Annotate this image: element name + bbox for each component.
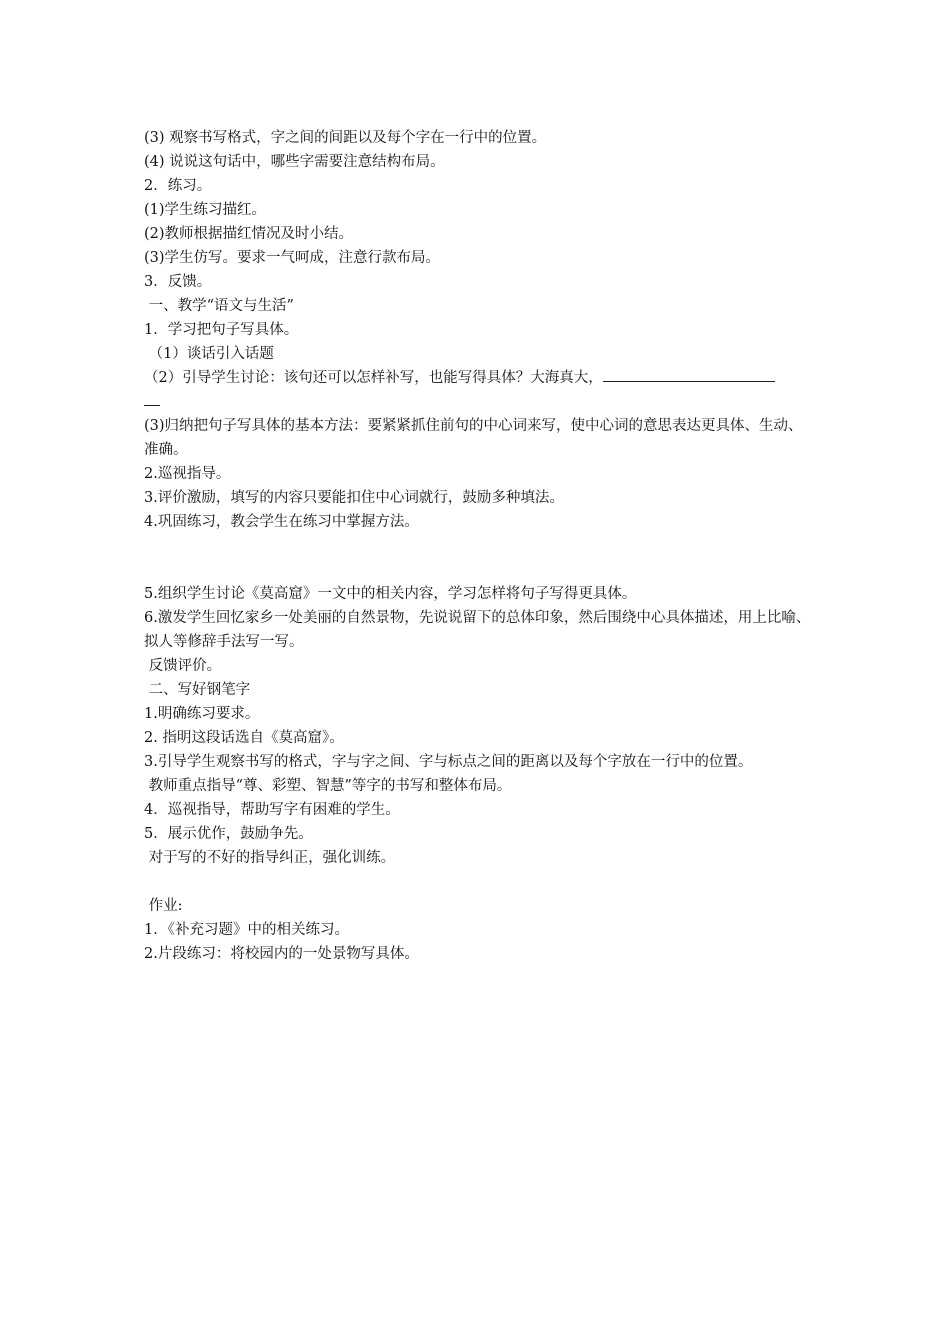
fill-blank-line: [144, 391, 160, 406]
spacer: [144, 534, 812, 582]
paragraph: 5．展示优作，鼓励争先。: [144, 826, 313, 842]
paragraph: 3．反馈。: [144, 274, 212, 290]
paragraph: (1)学生练习描红。: [144, 202, 267, 218]
paragraph: (3)学生仿写。要求一气呵成，注意行款布局。: [144, 250, 441, 266]
paragraph: 2. 指明这段话选自《莫高窟》。: [144, 730, 344, 746]
paragraph: (2)教师根据描红情况及时小结。: [144, 226, 354, 242]
paragraph-text: （2）引导学生讨论：该句还可以怎样补写，也能写得具体？大海真大，: [144, 370, 603, 386]
spacer: [144, 870, 812, 894]
paragraph: 3.评价激励，填写的内容只要能扣住中心词就行，鼓励多种填法。: [144, 490, 564, 506]
paragraph: 2.巡视指导。: [144, 466, 231, 482]
paragraph: 反馈评价。: [144, 658, 222, 674]
paragraph: 1．《补充习题》中的相关练习。: [144, 922, 349, 938]
document-body: [144, 126, 812, 966]
paragraph: 4．巡视指导，帮助写字有困难的学生。: [144, 802, 400, 818]
paragraph: (4) 说说这句话中，哪些字需要注意结构布局。: [144, 154, 445, 170]
paragraph: 2．练习。: [144, 178, 212, 194]
section-heading: 作业:: [144, 898, 183, 914]
paragraph: 4.巩固练习，教会学生在练习中掌握方法。: [144, 514, 419, 530]
paragraph: （1）谈话引入话题: [144, 346, 274, 362]
section-heading: 一、教学“语文与生活”: [144, 298, 294, 314]
paragraph: (3)归纳把句子写具体的基本方法：要紧紧抓住前句的中心词来写，使中心词的意思表达更具体、生动、准确。: [144, 418, 803, 458]
paragraph: 1．学习把句子写具体。: [144, 322, 299, 338]
paragraph: 3.引导学生观察书写的格式，字与字之间、字与标点之间的距离以及每个字放在一行中的位置。: [144, 754, 753, 770]
section-heading: 二、写好钢笔字: [144, 682, 251, 698]
fill-blank-line: [603, 367, 775, 382]
paragraph-with-blank: [144, 366, 812, 390]
paragraph: 5.组织学生讨论《莫高窟》一文中的相关内容，学习怎样将句子写得更具体。: [144, 586, 637, 602]
paragraph: 6.激发学生回忆家乡一处美丽的自然景物，先说说留下的总体印象，然后围绕中心具体描述，用上比喻、拟人等修辞手法写一写。: [144, 610, 811, 650]
paragraph: 1.明确练习要求。: [144, 706, 260, 722]
paragraph: 教师重点指导“尊、彩塑、智慧”等字的书写和整体布局。: [144, 778, 512, 794]
paragraph: (3) 观察书写格式，字之间的间距以及每个字在一行中的位置。: [144, 130, 547, 146]
fill-blank-continuation: [144, 390, 812, 414]
paragraph: 2.片段练习：将校园内的一处景物写具体。: [144, 946, 419, 962]
paragraph: 对于写的不好的指导纠正，强化训练。: [144, 850, 396, 866]
